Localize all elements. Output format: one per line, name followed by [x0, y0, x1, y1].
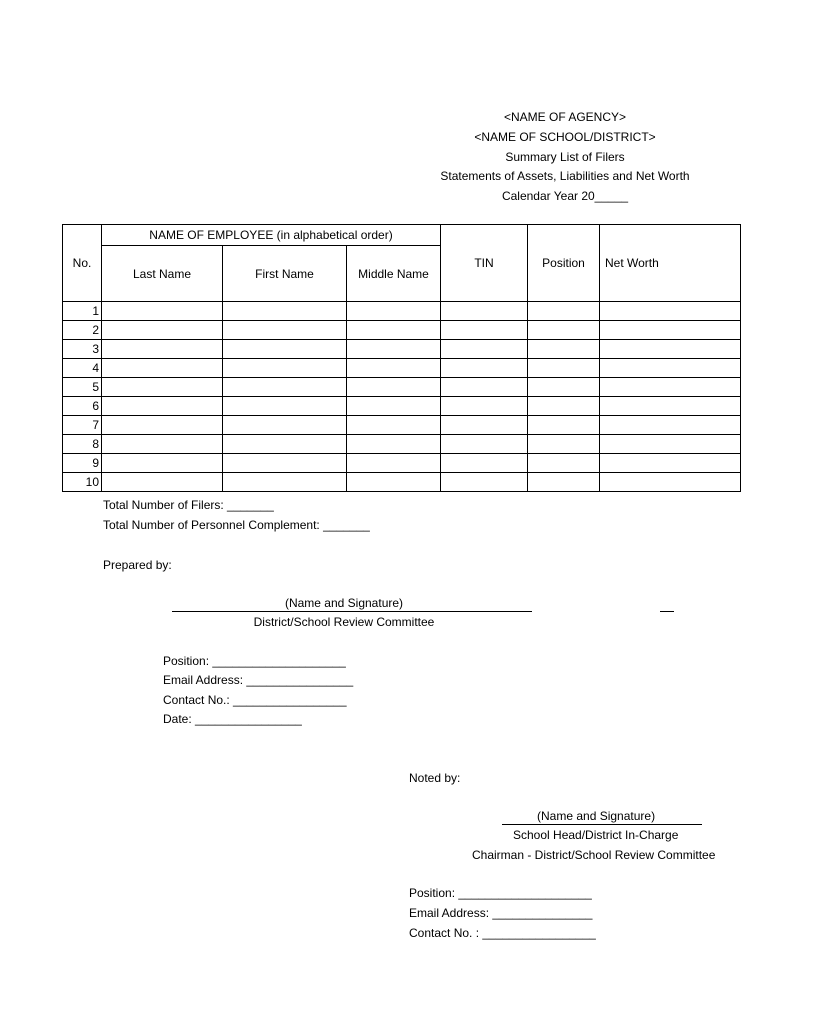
tin-cell: [441, 473, 528, 492]
tin-cell: [441, 454, 528, 473]
row-number: 9: [63, 454, 102, 473]
middle-name-cell: [347, 359, 441, 378]
position-cell: [528, 378, 600, 397]
tin-cell: [441, 302, 528, 321]
middle-name-cell: [347, 435, 441, 454]
table-row: [63, 321, 741, 340]
prepared-signature-line: [172, 611, 532, 612]
table-row: [63, 473, 741, 492]
table-row: [63, 454, 741, 473]
net-worth-cell: [600, 435, 741, 454]
table-row: [63, 435, 741, 454]
col-position-header: Position: [528, 225, 600, 302]
net-worth-cell: [600, 321, 741, 340]
prepared-name-signature: (Name and Signature): [284, 596, 404, 610]
row-number: 3: [63, 340, 102, 359]
prepared-by-label: Prepared by:: [103, 558, 172, 572]
agency-name: <NAME OF AGENCY>: [503, 110, 627, 124]
middle-name-cell: [347, 340, 441, 359]
table-row: [63, 340, 741, 359]
row-number: 4: [63, 359, 102, 378]
tin-cell: [441, 397, 528, 416]
col-last-name-header: Last Name: [102, 246, 223, 302]
tin-cell: [441, 340, 528, 359]
first-name-cell: [223, 416, 347, 435]
noted-by-label: Noted by:: [409, 771, 461, 785]
table-row: [63, 378, 741, 397]
middle-name-cell: [347, 416, 441, 435]
first-name-cell: [223, 473, 347, 492]
noted-title-school-head: School Head/District In-Charge: [513, 828, 679, 842]
tin-cell: [441, 378, 528, 397]
net-worth-cell: [600, 397, 741, 416]
employee-name-group-header: NAME OF EMPLOYEE (in alphabetical order): [102, 225, 441, 246]
net-worth-cell: [600, 340, 741, 359]
col-tin-header: TIN: [441, 225, 528, 302]
col-no-header: No.: [63, 225, 102, 302]
filers-table: [62, 224, 741, 492]
position-cell: [528, 359, 600, 378]
position-cell: [528, 454, 600, 473]
prepared-date: Date: ________________: [163, 712, 302, 726]
net-worth-cell: [600, 359, 741, 378]
last-name-cell: [102, 454, 223, 473]
middle-name-cell: [347, 302, 441, 321]
row-number: 1: [63, 302, 102, 321]
position-cell: [528, 397, 600, 416]
calendar-year: Calendar Year 20_____: [501, 189, 629, 203]
middle-name-cell: [347, 321, 441, 340]
row-number: 7: [63, 416, 102, 435]
row-number: 8: [63, 435, 102, 454]
last-name-cell: [102, 302, 223, 321]
tin-cell: [441, 416, 528, 435]
last-name-cell: [102, 321, 223, 340]
first-name-cell: [223, 435, 347, 454]
noted-title-chairman: Chairman - District/School Review Committee: [472, 848, 716, 862]
last-name-cell: [102, 378, 223, 397]
prepared-position: Position: ____________________: [163, 654, 346, 668]
noted-email: Email Address: _______________: [409, 906, 593, 920]
noted-name-signature: (Name and Signature): [537, 809, 656, 823]
col-first-name-header: First Name: [223, 246, 347, 302]
net-worth-cell: [600, 416, 741, 435]
net-worth-cell: [600, 302, 741, 321]
total-filers: Total Number of Filers: _______: [103, 498, 274, 512]
position-cell: [528, 416, 600, 435]
position-cell: [528, 473, 600, 492]
net-worth-cell: [600, 454, 741, 473]
row-number: 2: [63, 321, 102, 340]
right-signature-line-fragment: [660, 611, 674, 612]
school-district-name: <NAME OF SCHOOL/DISTRICT>: [474, 130, 656, 144]
middle-name-cell: [347, 454, 441, 473]
summary-title: Summary List of Filers: [505, 150, 625, 164]
table-row: [63, 302, 741, 321]
middle-name-cell: [347, 473, 441, 492]
statements-title: Statements of Assets, Liabilities and Net Worth: [440, 169, 690, 183]
table-row: [63, 397, 741, 416]
noted-contact: Contact No. : _________________: [409, 926, 596, 940]
position-cell: [528, 321, 600, 340]
first-name-cell: [223, 359, 347, 378]
table-row: [63, 416, 741, 435]
position-cell: [528, 302, 600, 321]
first-name-cell: [223, 321, 347, 340]
row-number: 10: [63, 473, 102, 492]
first-name-cell: [223, 454, 347, 473]
position-cell: [528, 435, 600, 454]
net-worth-cell: [600, 473, 741, 492]
middle-name-cell: [347, 378, 441, 397]
last-name-cell: [102, 435, 223, 454]
tin-cell: [441, 359, 528, 378]
col-networth-header: Net Worth: [600, 225, 741, 302]
tin-cell: [441, 321, 528, 340]
tin-cell: [441, 435, 528, 454]
middle-name-cell: [347, 397, 441, 416]
first-name-cell: [223, 302, 347, 321]
first-name-cell: [223, 378, 347, 397]
prepared-contact: Contact No.: _________________: [163, 693, 347, 707]
last-name-cell: [102, 473, 223, 492]
net-worth-cell: [600, 378, 741, 397]
last-name-cell: [102, 359, 223, 378]
first-name-cell: [223, 397, 347, 416]
last-name-cell: [102, 416, 223, 435]
total-personnel: Total Number of Personnel Complement: _______: [103, 518, 370, 532]
table-row: [63, 359, 741, 378]
prepared-email: Email Address: ________________: [163, 673, 354, 687]
review-committee: District/School Review Committee: [253, 615, 435, 629]
first-name-cell: [223, 340, 347, 359]
last-name-cell: [102, 397, 223, 416]
col-middle-name-header: Middle Name: [347, 246, 441, 302]
noted-signature-line: [502, 824, 702, 825]
row-number: 6: [63, 397, 102, 416]
last-name-cell: [102, 340, 223, 359]
position-cell: [528, 340, 600, 359]
noted-position: Position: ____________________: [409, 886, 592, 900]
row-number: 5: [63, 378, 102, 397]
